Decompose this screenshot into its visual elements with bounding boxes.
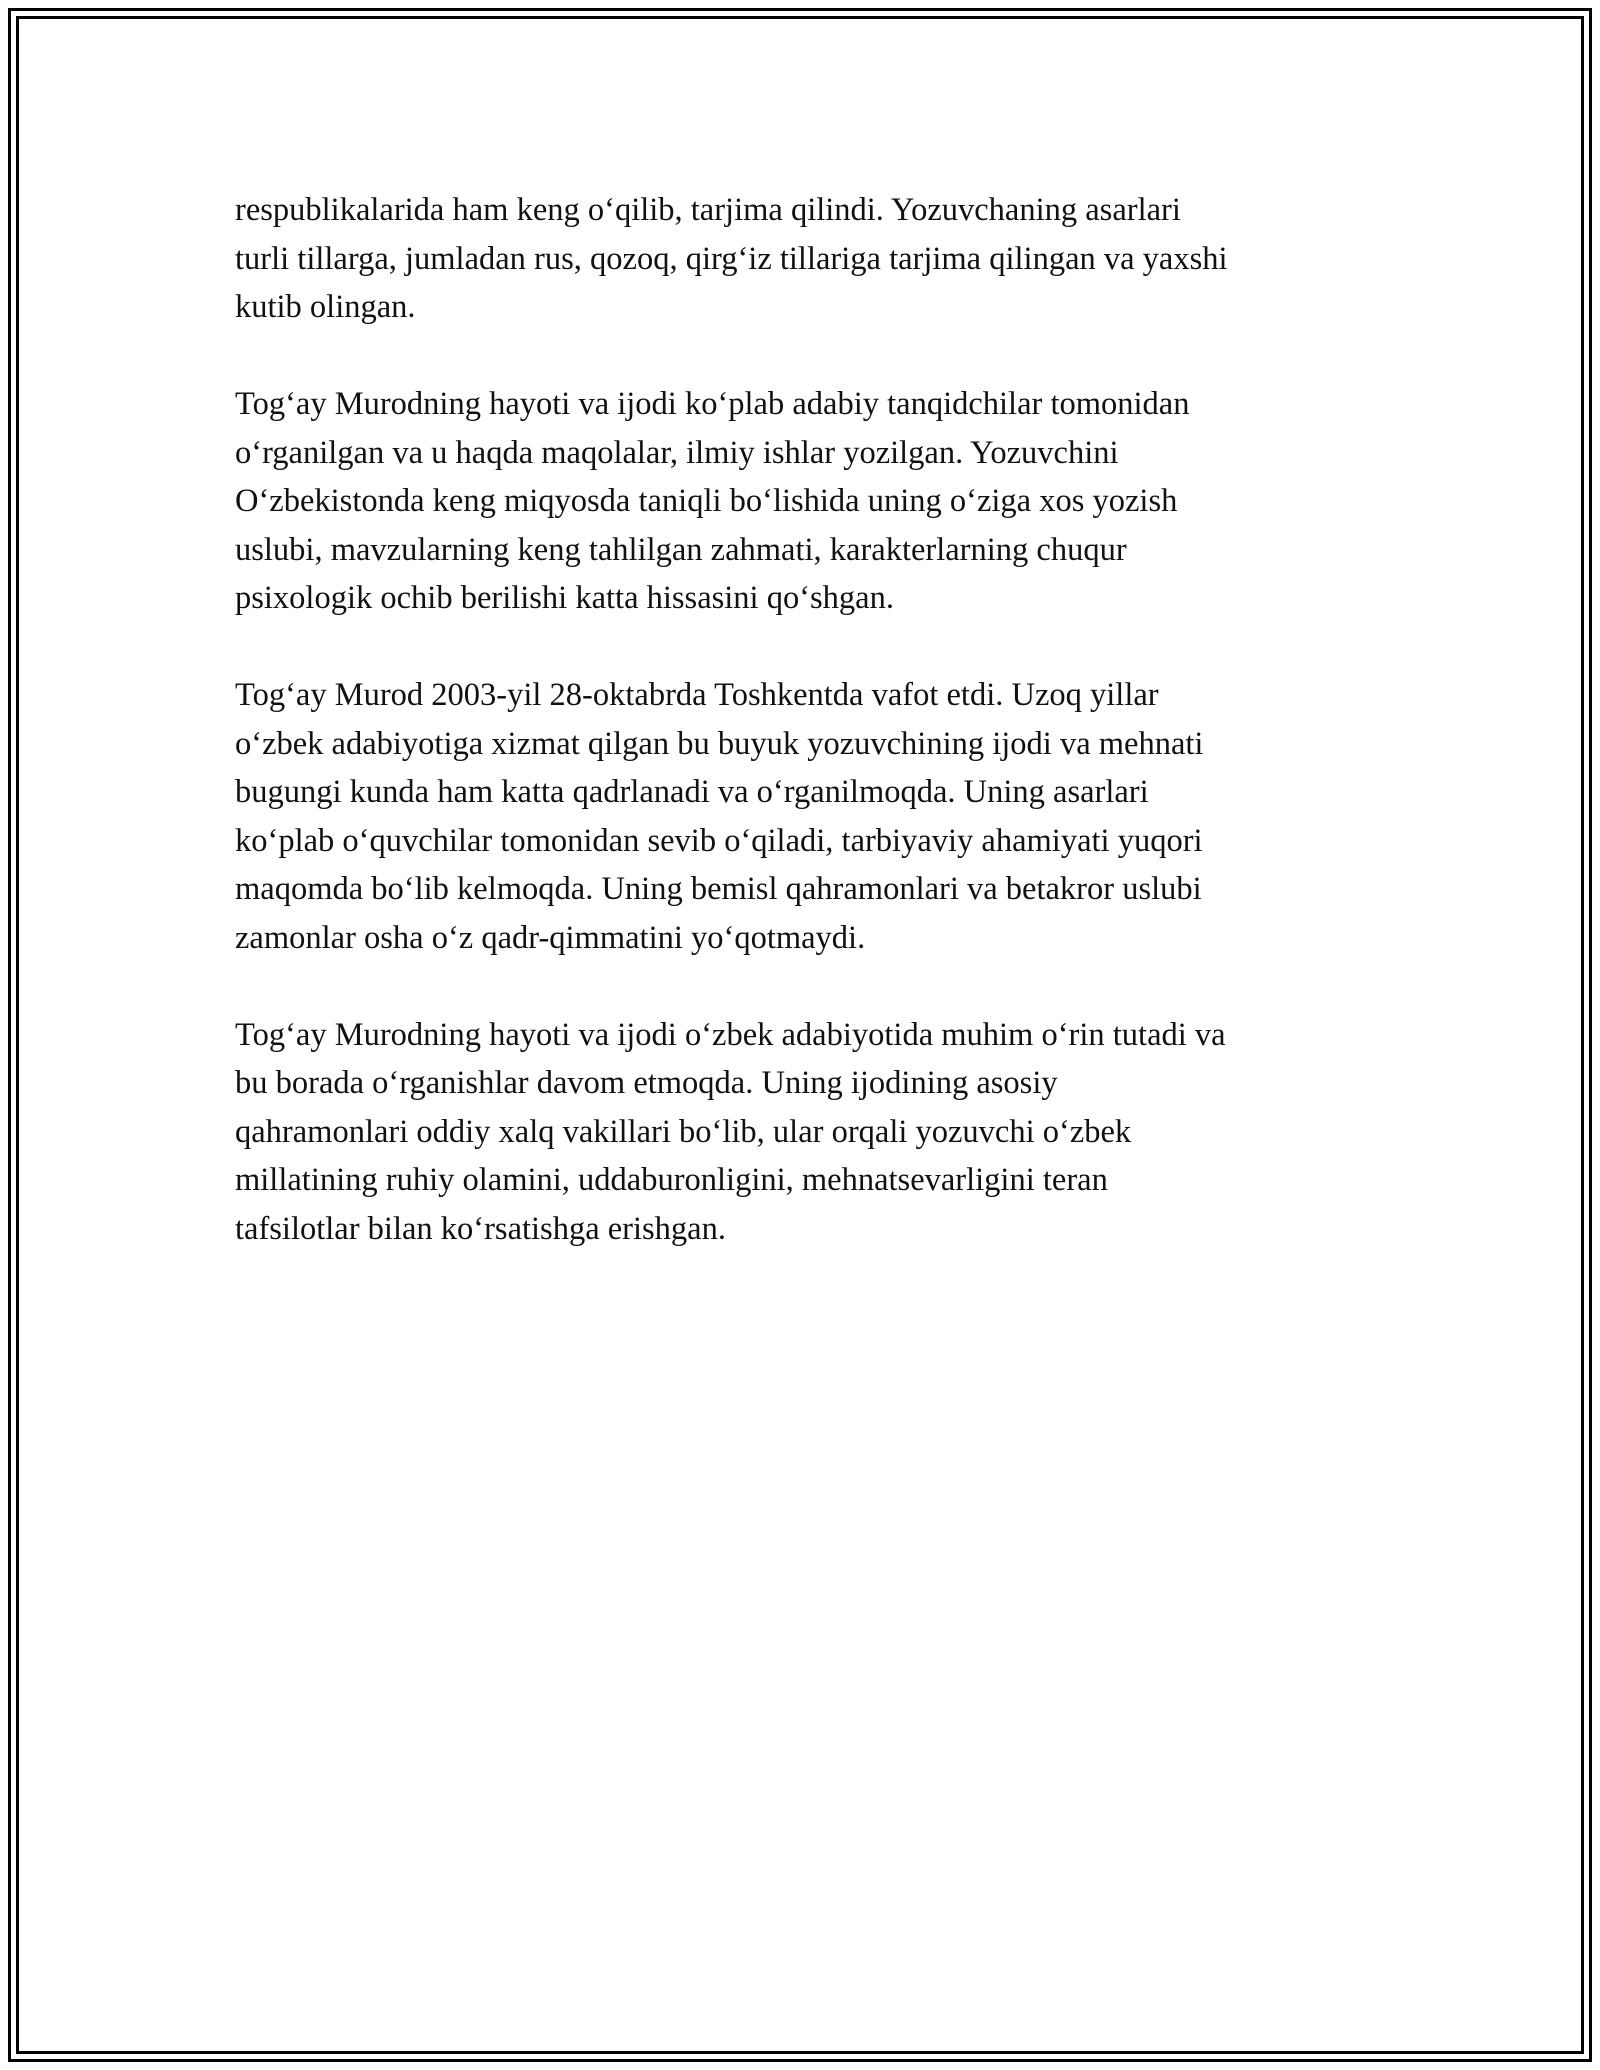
text-line: tafsilotlar bilan ko‘rsatishga erishgan. xyxy=(235,1210,726,1247)
document-body xyxy=(235,186,1375,1302)
text-line: kutib olingan. xyxy=(235,289,416,325)
text-line: Tog‘ay Murodning hayoti va ijodi ko‘plab adabiy tanqidchilar tomonidan xyxy=(235,386,1190,422)
paragraph-3 xyxy=(235,671,1375,962)
text-line: Tog‘ay Murod 2003-yil 28-oktabrda Toshkentda vafot etdi. Uzoq yillar xyxy=(235,677,1159,713)
text-line: ko‘plab o‘quvchilar tomonidan sevib o‘qiladi, tarbiyaviy ahamiyati yuqori xyxy=(235,822,1203,859)
text-line: turli tillarga, jumladan rus, qozoq, qirg‘iz tillariga tarjima qilingan va yaxshi xyxy=(235,240,1228,277)
text-line: o‘zbek adabiyotiga xizmat qilgan bu buyuk yozuvchining ijodi va mehnati xyxy=(235,725,1204,762)
text-line: o‘rganilgan va u haqda maqolalar, ilmiy ishlar yozilgan. Yozuvchini xyxy=(235,434,1119,471)
text-line: qahramonlari oddiy xalq vakillari bo‘lib, ular orqali yozuvchi o‘zbek xyxy=(235,1113,1132,1150)
text-line: millatining ruhiy olamini, uddaburonligini, mehnatsevarligini teran xyxy=(235,1162,1108,1198)
paragraph-1 xyxy=(235,186,1375,332)
text-line: O‘zbekistonda keng miqyosda taniqli bo‘lishida uning o‘ziga xos yozish xyxy=(235,483,1178,519)
text-line: uslubi, mavzularning keng tahlilgan zahmati, karakterlarning chuqur xyxy=(235,531,1127,568)
text-line: zamonlar osha o‘z qadr-qimmatini yo‘qotmaydi. xyxy=(235,919,866,956)
paragraph-2 xyxy=(235,380,1375,623)
text-line: bugungi kunda ham katta qadrlanadi va o‘rganilmoqda. Uning asarlari xyxy=(235,774,1149,810)
paragraph-4 xyxy=(235,1011,1375,1254)
text-line: Tog‘ay Murodning hayoti va ijodi o‘zbek adabiyotida muhim o‘rin tutadi va xyxy=(235,1016,1226,1053)
text-line: psixologik ochib berilishi katta hissasini qo‘shgan. xyxy=(235,580,894,616)
text-line: maqomda bo‘lib kelmoqda. Uning bemisl qahramonlari va betakror uslubi xyxy=(235,871,1202,907)
text-line: bu borada o‘rganishlar davom etmoqda. Uning ijodining asosiy xyxy=(235,1065,1058,1101)
text-line: respublikalarida ham keng o‘qilib, tarjima qilindi. Yozuvchaning asarlari xyxy=(235,192,1181,228)
